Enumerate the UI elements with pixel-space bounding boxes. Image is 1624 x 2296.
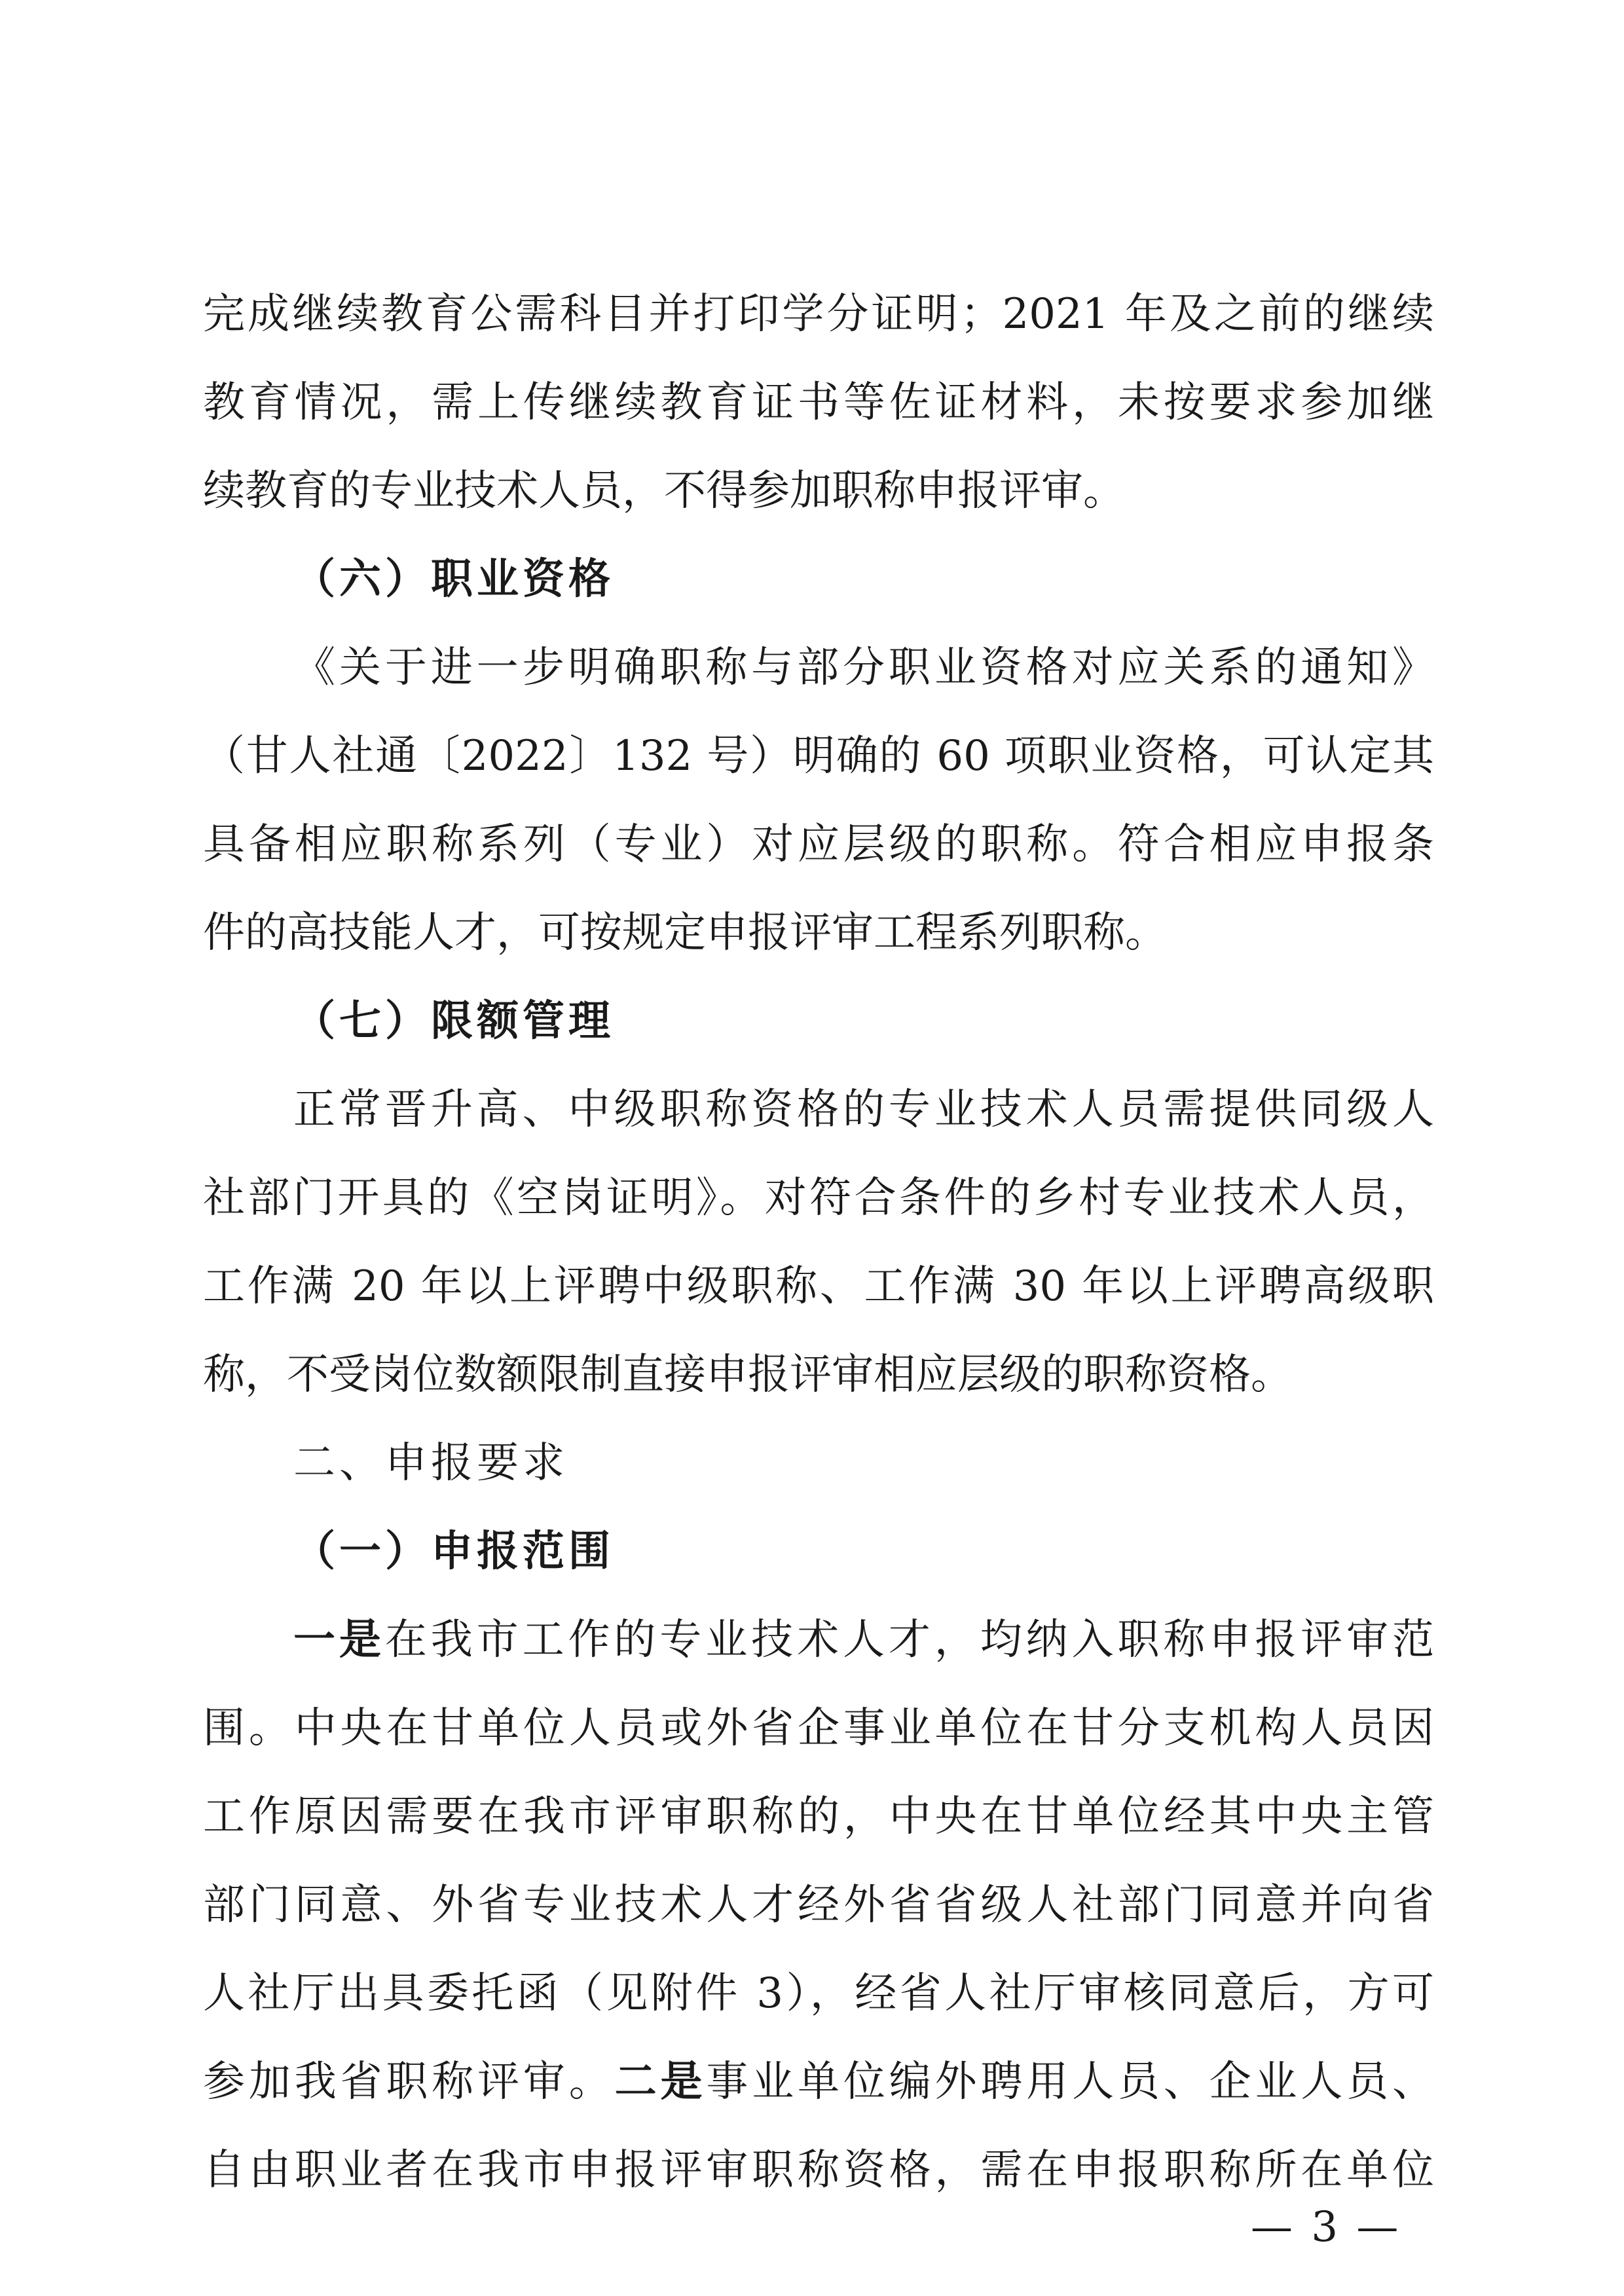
chapter-heading-application-requirements: 二、申报要求	[293, 1439, 568, 1487]
section-heading-quota-management: （七）限额管理	[293, 996, 614, 1046]
paragraph-line: 社部门开具的《空岗证明》。对符合条件的乡村专业技术人员，	[203, 1174, 1434, 1222]
paragraph-line: 正常晋升高、中级职称资格的专业技术人员需提供同级人	[293, 1085, 1434, 1134]
paragraph-line: 自由职业者在我市申报评审职称资格，需在申报职称所在单位	[203, 2146, 1434, 2195]
paragraph-line	[203, 2056, 1434, 2108]
paragraph-line: （甘人社通〔2022〕132 号）明确的 60 项职业资格，可认定其	[203, 732, 1434, 780]
paragraph-line: 完成继续教育公需科目并打印学分证明；2021 年及之前的继续	[203, 290, 1434, 338]
paragraph-line: 工作原因需要在我市评审职称的，中央在甘单位经其中央主管	[203, 1793, 1434, 1841]
paragraph-text: 事业单位编外聘用人员、企业人员、	[706, 2058, 1435, 2106]
section-heading-application-scope: （一）申报范围	[293, 1527, 614, 1576]
paragraph-text: 参加我省职称评审。	[203, 2058, 615, 2106]
paragraph-line: 部门同意、外省专业技术人才经外省省级人社部门同意并向省	[203, 1881, 1434, 1929]
paragraph-line: 围。中央在甘单位人员或外省企事业单位在甘分支机构人员因	[203, 1704, 1434, 1753]
paragraph-line: 续教育的专业技术人员，不得参加职称申报评审。	[203, 467, 1125, 515]
paragraph-line	[293, 1614, 1434, 1666]
paragraph-line: 件的高技能人才，可按规定申报评审工程系列职称。	[203, 909, 1167, 957]
page-number: — 3 —	[1251, 2203, 1401, 2251]
paragraph-line: 人社厅出具委托函（见附件 3），经省人社厅审核同意后，方可	[203, 1969, 1434, 2018]
paragraph-line: 称，不受岗位数额限制直接申报评审相应层级的职称资格。	[203, 1351, 1293, 1399]
paragraph-line: 《关于进一步明确职称与部分职业资格对应关系的通知》	[293, 644, 1434, 692]
paragraph-line: 教育情况，需上传继续教育证书等佐证材料，未按要求参加继	[203, 378, 1434, 427]
paragraph-text: 在我市工作的专业技术人才，均纳入职称申报评审范	[384, 1616, 1435, 1664]
emphasis-second: 二是	[614, 2057, 707, 2106]
paragraph-line: 工作满 20 年以上评聘中级职称、工作满 30 年以上评聘高级职	[203, 1262, 1434, 1311]
paragraph-line: 具备相应职称系列（专业）对应层级的职称。符合相应申报条	[203, 820, 1434, 869]
section-heading-occupational-qualification: （六）职业资格	[293, 555, 614, 604]
emphasis-first: 一是	[293, 1615, 385, 1664]
